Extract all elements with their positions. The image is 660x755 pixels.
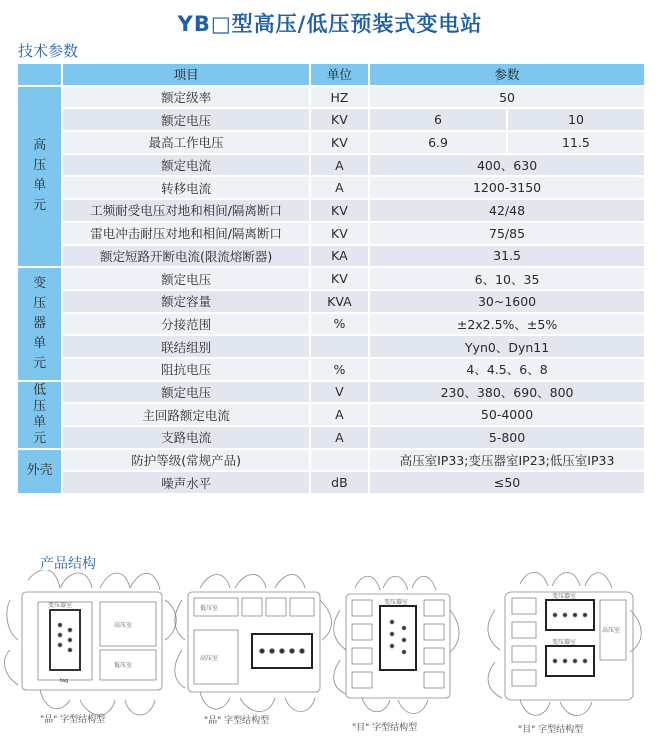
row-param: Yyn0、Dyn11 xyxy=(370,336,644,357)
row-item: 主回路额定电流 xyxy=(63,404,308,425)
row-item: 阻抗电压 xyxy=(63,359,308,380)
row-unit: KA xyxy=(311,246,368,267)
row-param-b: 10 xyxy=(508,109,644,130)
diagram-1-tag: tag xyxy=(60,678,69,684)
row-item: 分接范围 xyxy=(63,314,308,335)
row-unit: KV xyxy=(311,200,368,221)
row-item: 联结组别 xyxy=(63,336,308,357)
row-param-b: 11.5 xyxy=(508,132,644,153)
group-label: 低 压 单 元 xyxy=(18,382,61,448)
structure-diagram-2 xyxy=(175,575,332,712)
row-param: 50 xyxy=(370,87,644,108)
header-item: 项目 xyxy=(63,64,308,85)
row-param: 230、380、690、800 xyxy=(370,382,644,403)
row-unit: dB xyxy=(311,472,368,493)
row-param: 42/48 xyxy=(370,200,644,221)
header-param: 参数 xyxy=(370,64,644,85)
table-row xyxy=(18,404,644,425)
table-row xyxy=(18,268,644,289)
diagram-4-label-hv: 高压室 xyxy=(602,627,621,634)
row-item: 防护等级(常规产品) xyxy=(63,450,308,471)
diagram-4-label-transformer-1: 变压器室 xyxy=(552,593,577,600)
group-label: 外壳 xyxy=(18,450,61,493)
row-unit: % xyxy=(311,359,368,380)
row-param: ±2x2.5%、±5% xyxy=(370,314,644,335)
row-item: 额定电流 xyxy=(63,155,308,176)
row-item: 额定短路开断电流(限流熔断器) xyxy=(63,246,308,267)
diagram-4-label-transformer-2: 变压器室 xyxy=(552,639,577,646)
diagram-4-caption: "目" 字型结构型 xyxy=(518,725,584,735)
structure-title: 产品结构 xyxy=(40,556,96,572)
diagram-1-label-hv: 高压室 xyxy=(114,622,133,629)
table-row xyxy=(18,87,644,108)
row-unit: KV xyxy=(311,132,368,153)
table-row xyxy=(18,246,644,267)
diagram-1-label-lv: 低压室 xyxy=(114,662,133,669)
diagram-2-label-lv: 低压室 xyxy=(200,605,219,612)
section-title: 技术参数 xyxy=(18,42,79,60)
row-param: 1200-3150 xyxy=(370,177,644,198)
table-row xyxy=(18,177,644,198)
table-row xyxy=(18,472,644,493)
row-unit: V xyxy=(311,382,368,403)
group-label: 变 压 器 单 元 xyxy=(18,268,61,379)
table-row xyxy=(18,314,644,335)
table-row xyxy=(18,336,644,357)
table-row xyxy=(18,132,644,153)
row-param-a: 6 xyxy=(370,109,506,130)
structure-diagram-1 xyxy=(4,570,176,715)
diagram-2-label-hv: 高压室 xyxy=(200,655,219,662)
header-unit: 单位 xyxy=(311,64,368,85)
table-row xyxy=(18,359,644,380)
row-param: 6、10、35 xyxy=(370,268,644,289)
table-header-row xyxy=(18,64,644,85)
diagram-1-caption: "品" 字型结构型 xyxy=(40,715,106,725)
row-unit: KV xyxy=(311,268,368,289)
table-row xyxy=(18,200,644,221)
table-row xyxy=(18,155,644,176)
diagram-3-caption: "目" 字型结构型 xyxy=(352,723,418,733)
row-param: 4、4.5、6、8 xyxy=(370,359,644,380)
table-row xyxy=(18,291,644,312)
row-item: 额定容量 xyxy=(63,291,308,312)
row-unit: % xyxy=(311,314,368,335)
structure-diagrams xyxy=(0,570,660,755)
row-unit: A xyxy=(311,404,368,425)
row-unit: A xyxy=(311,155,368,176)
row-param: 400、630 xyxy=(370,155,644,176)
row-item: 工频耐受电压对地和相间/隔离断口 xyxy=(63,200,308,221)
row-item: 雷电冲击耐压对地和相间/隔离断口 xyxy=(63,223,308,244)
row-unit: A xyxy=(311,177,368,198)
row-param: 75/85 xyxy=(370,223,644,244)
row-item: 噪声水平 xyxy=(63,472,308,493)
row-unit: KV xyxy=(311,109,368,130)
spec-table xyxy=(16,62,646,495)
row-item: 额定级率 xyxy=(63,87,308,108)
row-unit: KVA xyxy=(311,291,368,312)
table-row xyxy=(18,427,644,448)
row-param: 50-4000 xyxy=(370,404,644,425)
row-param: 高压室IP33;变压器室IP23;低压室IP33 xyxy=(370,450,644,471)
row-unit xyxy=(311,336,368,357)
row-item: 转移电流 xyxy=(63,177,308,198)
row-item: 额定电压 xyxy=(63,382,308,403)
structure-diagram-3 xyxy=(334,576,459,713)
table-row xyxy=(18,382,644,403)
header-blank xyxy=(18,64,61,85)
diagram-3-label-transformer: 变压器室 xyxy=(384,599,409,606)
table-row xyxy=(18,109,644,130)
row-item: 额定电压 xyxy=(63,109,308,130)
diagram-1-label-transformer: 变压器室 xyxy=(48,602,73,609)
row-param-a: 6.9 xyxy=(370,132,506,153)
row-item: 最高工作电压 xyxy=(63,132,308,153)
row-unit xyxy=(311,450,368,471)
diagram-2-caption: "品" 字型结构型 xyxy=(204,716,270,726)
row-param: ≤50 xyxy=(370,472,644,493)
row-param: 30~1600 xyxy=(370,291,644,312)
row-unit: A xyxy=(311,427,368,448)
group-label: 高 压 单 元 xyxy=(18,87,61,267)
row-item: 支路电流 xyxy=(63,427,308,448)
page-title: YB□型高压/低压预装式变电站 xyxy=(177,12,483,36)
row-unit: HZ xyxy=(311,87,368,108)
table-row xyxy=(18,450,644,471)
row-unit: KV xyxy=(311,223,368,244)
table-row xyxy=(18,223,644,244)
row-param: 5-800 xyxy=(370,427,644,448)
row-param: 31.5 xyxy=(370,246,644,267)
row-item: 额定电压 xyxy=(63,268,308,289)
